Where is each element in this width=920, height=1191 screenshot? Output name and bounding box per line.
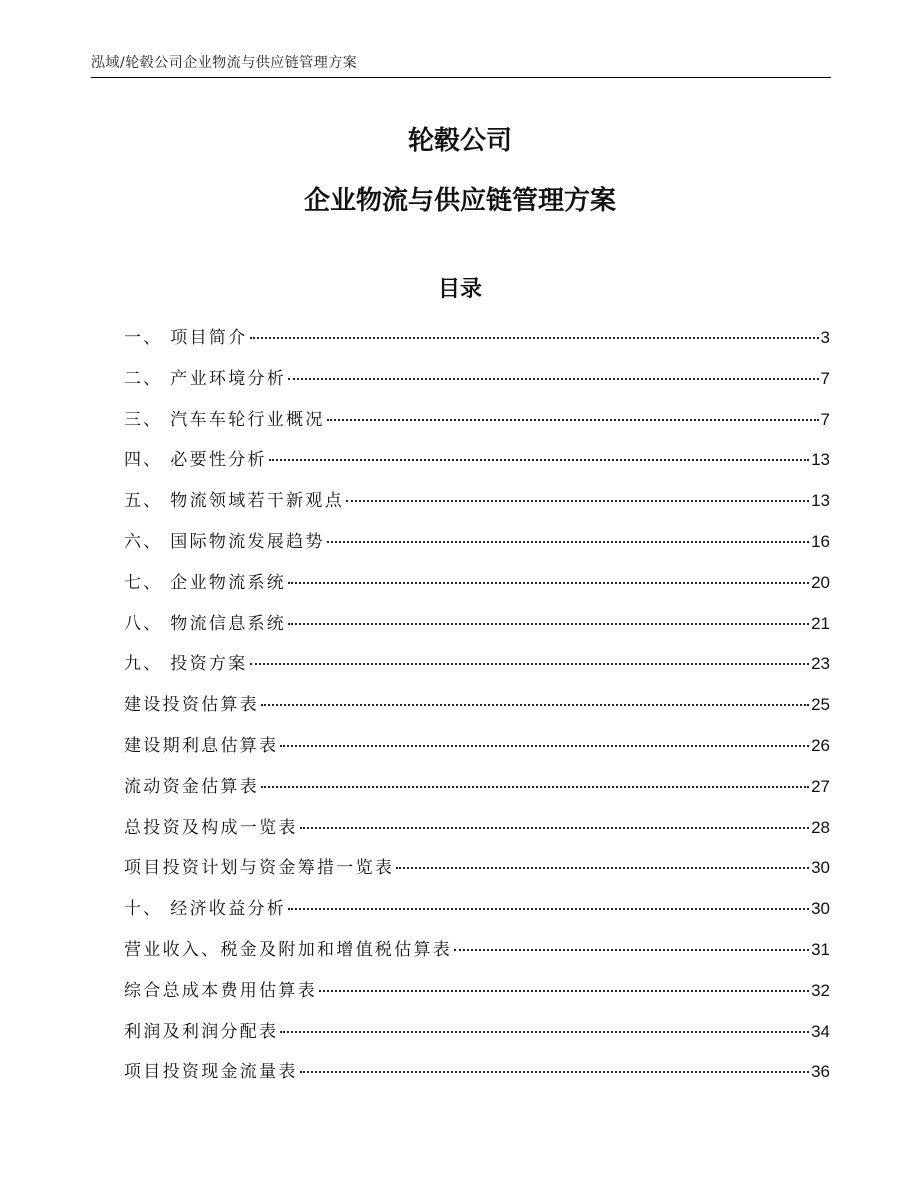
toc-entry-label: 十、 经济收益分析: [124, 899, 287, 920]
toc-leader-dots: [288, 623, 809, 625]
toc-entry-label: 利润及利润分配表: [124, 1021, 279, 1042]
toc-entry-page-number: 25: [811, 695, 830, 715]
toc-entry[interactable]: [124, 481, 830, 522]
toc-leader-dots: [288, 582, 809, 584]
toc-entry-label: 项目投资计划与资金筹措一览表: [124, 858, 395, 879]
toc-entry[interactable]: [124, 604, 830, 645]
toc-leader-dots: [396, 867, 809, 869]
toc-entry-page-number: 32: [811, 980, 830, 1000]
toc-entry-label: 总投资及构成一览表: [124, 817, 298, 838]
toc-entry-label: 三、 汽车车轮行业概况: [124, 409, 325, 430]
toc-entry-label: 二、 产业环境分析: [124, 368, 287, 389]
toc-entry-page-number: 30: [811, 858, 830, 878]
toc-entry[interactable]: [124, 522, 830, 563]
company-title: 轮毂公司: [407, 126, 512, 156]
toc-entry[interactable]: [124, 808, 830, 849]
toc-entry-page-number: 30: [811, 899, 830, 919]
toc-entry-label: 营业收入、税金及附加和增值税估算表: [124, 939, 453, 960]
toc-entry-label: 六、 国际物流发展趋势: [124, 531, 325, 552]
toc-entry-page-number: 31: [811, 939, 830, 959]
toc-entry-label: 项目投资现金流量表: [124, 1062, 298, 1083]
running-header: 泓域/轮毂公司企业物流与供应链管理方案: [91, 55, 358, 71]
document-title: 企业物流与供应链管理方案: [303, 186, 616, 216]
toc-entry-label: 综合总成本费用估算表: [124, 980, 317, 1001]
toc-entry-page-number: 13: [811, 491, 830, 511]
toc-leader-dots: [288, 378, 818, 380]
toc-entry[interactable]: [124, 318, 830, 359]
toc-entry-page-number: 13: [811, 450, 830, 470]
toc-entry[interactable]: [124, 440, 830, 481]
toc-entry-label: 流动资金估算表: [124, 776, 260, 797]
toc-leader-dots: [261, 786, 809, 788]
toc-entry[interactable]: [124, 685, 830, 726]
toc-leader-dots: [269, 459, 809, 461]
toc-entry[interactable]: [124, 359, 830, 400]
toc-entry-label: 七、 企业物流系统: [124, 572, 287, 593]
toc-entry-page-number: 21: [811, 613, 830, 633]
toc-entry[interactable]: [124, 889, 830, 930]
toc-leader-dots: [346, 500, 809, 502]
toc-leader-dots: [250, 663, 810, 665]
toc-entry-page-number: 7: [820, 368, 830, 388]
toc-leader-dots: [327, 541, 809, 543]
toc-entry-page-number: 20: [811, 572, 830, 592]
toc-entry[interactable]: [124, 971, 830, 1012]
toc-entry[interactable]: [124, 563, 830, 604]
toc-entry[interactable]: [124, 726, 830, 767]
toc-entry-page-number: 7: [820, 409, 830, 429]
toc-leader-dots: [454, 949, 809, 951]
toc-entry-page-number: 23: [811, 654, 830, 674]
header-divider: [91, 77, 831, 78]
toc-entry[interactable]: [124, 848, 830, 889]
toc-entry-label: 一、 项目简介: [124, 328, 248, 348]
toc-entry-page-number: 16: [811, 531, 830, 551]
toc-entry[interactable]: [124, 930, 830, 971]
toc-leader-dots: [300, 1071, 809, 1073]
toc-entry-page-number: 28: [811, 817, 830, 837]
toc-entry-label: 九、 投资方案: [124, 654, 248, 675]
toc-entry[interactable]: [124, 1012, 830, 1053]
toc-heading: 目录: [437, 277, 482, 302]
toc-leader-dots: [280, 1031, 809, 1033]
toc-entry-label: 五、 物流领域若干新观点: [124, 491, 345, 512]
toc-entry[interactable]: [124, 1052, 830, 1093]
toc-leader-dots: [319, 990, 809, 992]
toc-entry[interactable]: [124, 400, 830, 441]
table-of-contents: [124, 318, 830, 1093]
toc-entry-label: 八、 物流信息系统: [124, 613, 287, 634]
toc-leader-dots: [261, 704, 809, 706]
toc-leader-dots: [327, 419, 819, 421]
toc-entry-page-number: 27: [811, 776, 830, 796]
toc-leader-dots: [280, 745, 809, 747]
toc-entry[interactable]: [124, 644, 830, 685]
toc-entry-label: 建设投资估算表: [124, 695, 260, 716]
toc-entry-label: 四、 必要性分析: [124, 450, 267, 471]
toc-entry-page-number: 3: [820, 328, 830, 347]
toc-entry-page-number: 34: [811, 1021, 830, 1041]
toc-entry-label: 建设期利息估算表: [124, 735, 279, 756]
toc-leader-dots: [288, 908, 809, 910]
toc-leader-dots: [250, 337, 819, 339]
toc-leader-dots: [300, 827, 809, 829]
toc-entry-page-number: 36: [811, 1062, 830, 1082]
toc-entry[interactable]: [124, 767, 830, 808]
toc-entry-page-number: 26: [811, 735, 830, 755]
